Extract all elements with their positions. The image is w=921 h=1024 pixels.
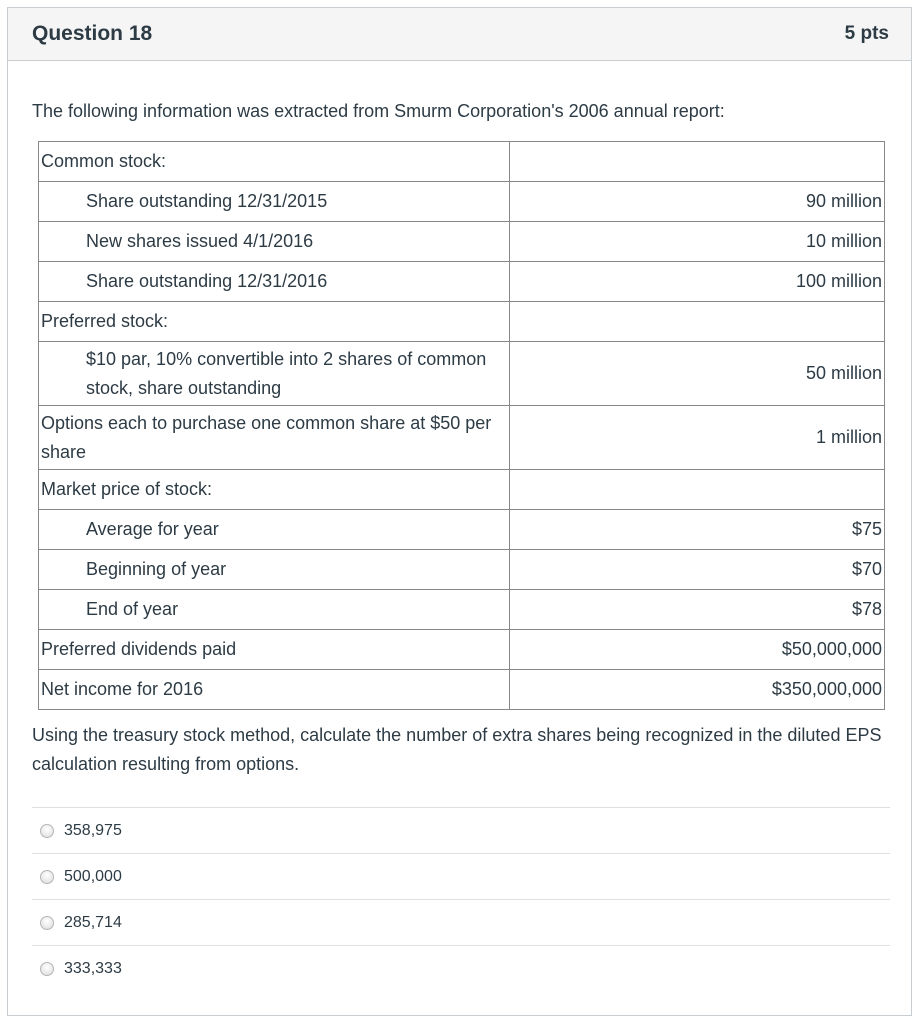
radio-button[interactable]: [40, 824, 54, 838]
row-value: 90 million: [510, 182, 885, 222]
table-row: [39, 302, 885, 342]
row-label: Beginning of year: [39, 550, 510, 590]
table-row: [39, 630, 885, 670]
table-row: [39, 406, 885, 470]
row-value: 10 million: [510, 222, 885, 262]
table-row: [39, 510, 885, 550]
table-row: [39, 262, 885, 302]
radio-button[interactable]: [40, 962, 54, 976]
question-title: Question 18: [32, 22, 153, 45]
row-label: Average for year: [39, 510, 510, 550]
row-label: $10 par, 10% convertible into 2 shares of common stock, share outstanding: [39, 342, 510, 406]
table-row: [39, 342, 885, 406]
row-label: Preferred dividends paid: [39, 630, 510, 670]
table-row: [39, 590, 885, 630]
answer-option[interactable]: [32, 945, 890, 991]
question-intro: The following information was extracted from Smurm Corporation's 2006 annual report:: [32, 101, 725, 121]
row-label: Options each to purchase one common share at $50 per share: [39, 406, 510, 470]
answer-list: [32, 807, 890, 991]
row-label: Preferred stock:: [39, 302, 510, 342]
data-table: [38, 141, 885, 710]
answer-option[interactable]: [32, 807, 890, 853]
row-value: $75: [510, 510, 885, 550]
row-value: $70: [510, 550, 885, 590]
answer-label[interactable]: 285,714: [64, 913, 122, 931]
row-value: $350,000,000: [510, 670, 885, 710]
row-label: New shares issued 4/1/2016: [39, 222, 510, 262]
answer-option[interactable]: [32, 899, 890, 945]
table-row: [39, 222, 885, 262]
answer-label[interactable]: 358,975: [64, 821, 122, 839]
question-header: [8, 8, 911, 61]
table-row: [39, 142, 885, 182]
question-points: 5 pts: [844, 23, 889, 44]
table-row: [39, 670, 885, 710]
row-label: Common stock:: [39, 142, 510, 182]
radio-button[interactable]: [40, 916, 54, 930]
table-row: [39, 550, 885, 590]
row-label: Market price of stock:: [39, 470, 510, 510]
radio-button[interactable]: [40, 870, 54, 884]
question-card: [7, 7, 912, 1016]
row-label: Share outstanding 12/31/2016: [39, 262, 510, 302]
answer-label[interactable]: 333,333: [64, 959, 122, 977]
row-label: Net income for 2016: [39, 670, 510, 710]
row-value: [510, 470, 885, 510]
row-label: End of year: [39, 590, 510, 630]
row-value: 50 million: [510, 342, 885, 406]
answer-option[interactable]: [32, 853, 890, 899]
question-prompt: Using the treasury stock method, calculate the number of extra shares being recognized in the diluted EPS calculation resulting from options.: [32, 725, 882, 774]
row-value: [510, 142, 885, 182]
row-value: $78: [510, 590, 885, 630]
table-row: [39, 470, 885, 510]
table-row: [39, 182, 885, 222]
row-value: 100 million: [510, 262, 885, 302]
answer-label[interactable]: 500,000: [64, 867, 122, 885]
row-value: $50,000,000: [510, 630, 885, 670]
row-value: 1 million: [510, 406, 885, 470]
row-label: Share outstanding 12/31/2015: [39, 182, 510, 222]
row-value: [510, 302, 885, 342]
